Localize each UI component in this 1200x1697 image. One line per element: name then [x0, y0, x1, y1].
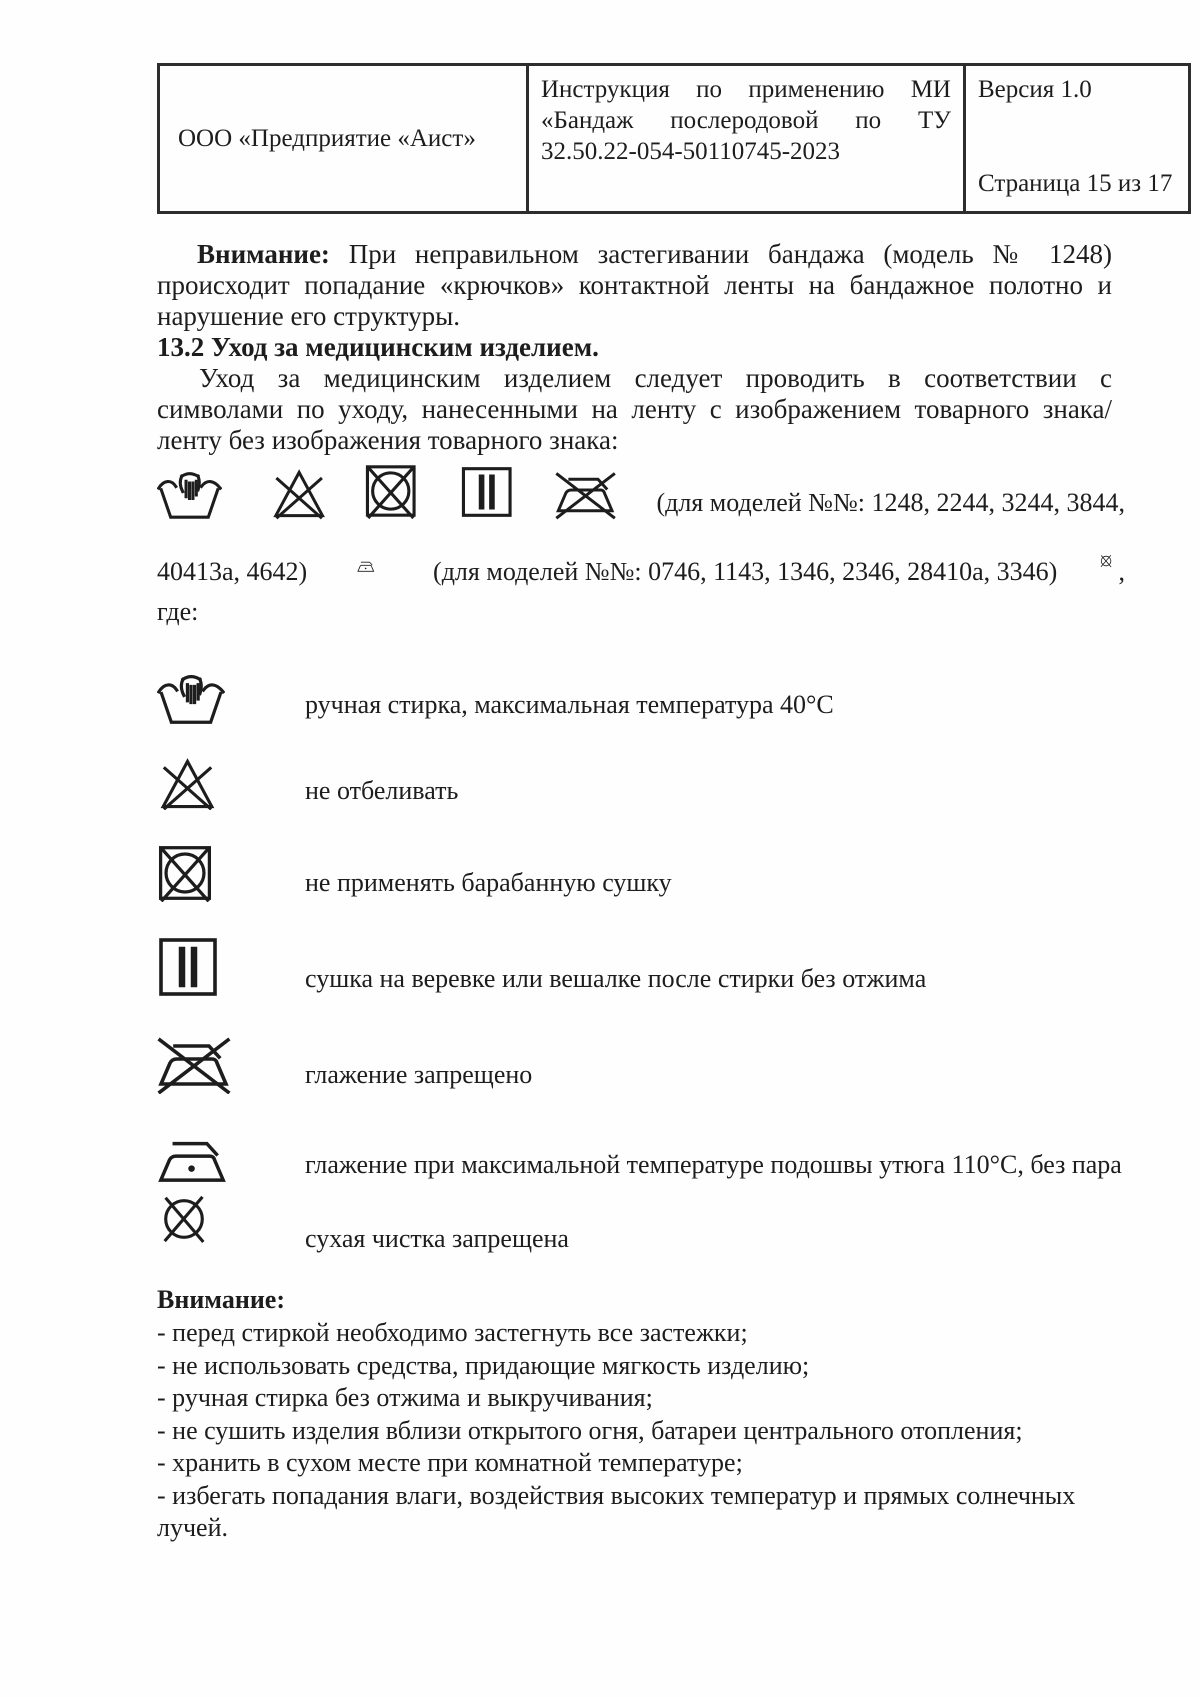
care-symbols-row-2: [157, 542, 1125, 588]
legend-text: глажение при максимальной температуре подошвы утюга 110°С, без пара: [305, 1150, 1122, 1179]
warning-text: При неправильном застегивании бандажа (модель № 1248) происходит попадание «крючков» контактной ленты на бандажное полотно и нарушение его структуры.: [157, 239, 1112, 331]
care-symbols-legend: [157, 674, 1125, 1253]
legend-row: [157, 936, 1125, 998]
legend-row: [157, 1134, 1125, 1184]
legend-text: не применять барабанную сушку: [305, 868, 672, 897]
warning-label: Внимание:: [197, 239, 330, 269]
legend-row: [157, 1036, 1125, 1094]
models-note-2-suffix: ,: [1118, 557, 1125, 586]
iron-110-icon: [157, 1134, 228, 1184]
document-title: Инструкция по применению МИ «Бандаж послеродовой по ТУ 32.50.22-054-50110745-2023: [541, 76, 951, 165]
legend-row: [157, 844, 1125, 902]
page-number: Страница 15 из 17: [978, 170, 1173, 197]
header-title-cell: [528, 65, 965, 213]
attention-list: [157, 1317, 1125, 1545]
do-not-dryclean-icon: [157, 1192, 211, 1246]
document-body: [157, 214, 1125, 1545]
iron-110-icon: [357, 544, 375, 588]
hand-wash-icon: [157, 470, 222, 520]
do-not-tumble-dry-icon: [364, 462, 418, 520]
attention-item: - не использовать средства, придающие мягкость изделию;: [157, 1350, 810, 1380]
legend-row: [157, 1192, 1125, 1253]
models-note-1: (для моделей №№: 1248, 2244, 3244, 3844,: [656, 488, 1125, 517]
do-not-bleach-icon: [270, 468, 328, 520]
header-version-cell: [965, 65, 1190, 213]
do-not-iron-icon: [555, 470, 616, 520]
attention-item: - перед стиркой необходимо застегнуть все застежки;: [157, 1318, 748, 1347]
legend-text: сушка на веревке или вешалке после стирки без отжима: [305, 964, 927, 993]
legend-row: [157, 758, 1125, 810]
header-row: [159, 65, 1190, 213]
legend-text: сухая чистка запрещена: [305, 1224, 569, 1253]
legend-text: ручная стирка, максимальная температура 40°С: [305, 690, 834, 719]
do-not-dryclean-icon: [1099, 536, 1113, 586]
models-note-2-prefix: 40413а, 4642): [157, 557, 308, 586]
header-table: [157, 63, 1191, 214]
attention-item: - не сушить изделия вблизи открытого огня, батареи центрального отопления;: [157, 1415, 1023, 1445]
where-label: где:: [157, 597, 199, 626]
attention-item: - ручная стирка без отжима и выкручивания;: [157, 1383, 653, 1412]
do-not-bleach-icon: [157, 758, 218, 810]
version-label: Версия 1.0: [978, 76, 1092, 103]
legend-text: не отбеливать: [305, 776, 459, 805]
do-not-tumble-dry-icon: [157, 844, 213, 902]
drip-dry-icon: [157, 936, 219, 998]
attention-item: - хранить в сухом месте при комнатной температуре;: [157, 1448, 743, 1477]
care-symbols-row-1: [157, 462, 1125, 520]
attention-block: [157, 1284, 1125, 1545]
legend-row: [157, 674, 1125, 724]
attention-heading: Внимание:: [157, 1285, 285, 1314]
care-paragraph: Уход за медицинским изделием следует проводить в соответствии с символами по уходу, нанесенными на ленту с изображением товарного знака/ленту без изображения товарного знака:: [157, 363, 1112, 455]
models-note-2: (для моделей №№: 0746, 1143, 1346, 2346, 28410а, 3346): [433, 557, 1058, 586]
legend-text: глажение запрещено: [305, 1060, 533, 1089]
hand-wash-icon: [157, 674, 225, 724]
section-heading: 13.2 Уход за медицинским изделием.: [157, 332, 599, 362]
drip-dry-icon: [460, 464, 514, 520]
warning-paragraph: [157, 239, 1112, 332]
do-not-iron-icon: [157, 1036, 231, 1094]
company-name: ООО «Предприятие «Аист»: [178, 125, 476, 152]
header-company-cell: [159, 65, 528, 213]
attention-item: - избегать попадания влаги, воздействия высоких температур и прямых солнечных лучей.: [157, 1480, 1076, 1542]
